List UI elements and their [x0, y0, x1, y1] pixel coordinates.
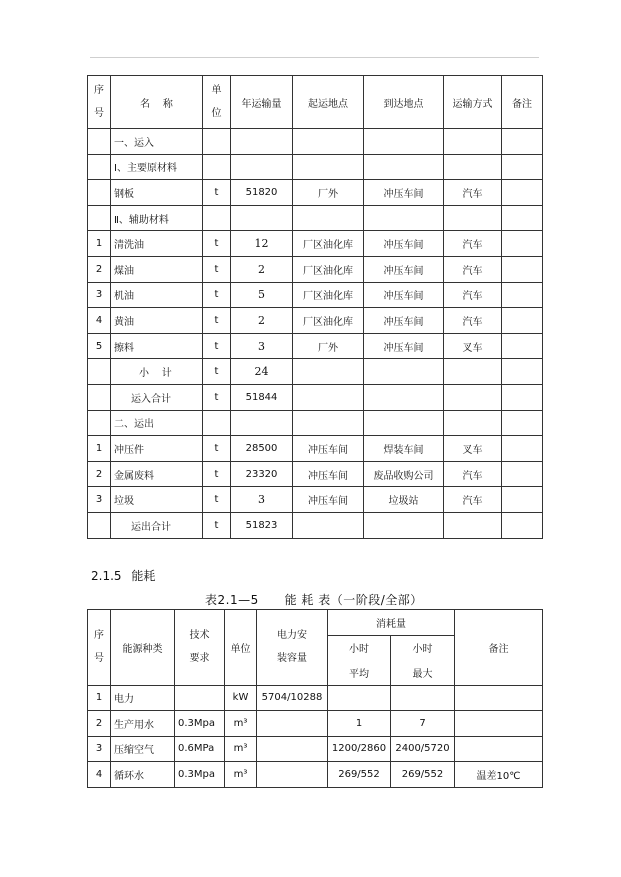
table-row: [88, 282, 543, 308]
cell-unit: [203, 410, 231, 436]
cell-name: 清洗油: [111, 231, 203, 257]
cell-remark: [502, 461, 543, 487]
cell-mode: 汽车: [444, 487, 502, 513]
cell-origin: 厂区油化库: [293, 231, 364, 257]
cell-remark: [502, 512, 543, 538]
header-rule: [90, 57, 539, 58]
cell-no: 1: [88, 685, 111, 711]
cell-mode: [444, 512, 502, 538]
cell-dest: [364, 205, 444, 231]
cell-dest: 冲压车间: [364, 180, 444, 206]
col-header-no: 序 号: [88, 76, 111, 129]
table-row: [88, 384, 543, 410]
energy-table-title: 表2.1—5 能 耗 表（一阶段/全部）: [205, 593, 423, 607]
cell-no: [88, 410, 111, 436]
cell-no: 2: [88, 711, 111, 737]
table-row: [88, 205, 543, 231]
cell-annual: 51823: [231, 512, 293, 538]
cell-remark: [455, 711, 543, 737]
cell-no: [88, 359, 111, 385]
cell-no: 4: [88, 762, 111, 788]
table-row: [88, 359, 543, 385]
cell-hour-avg: [328, 685, 391, 711]
cell-mode: [444, 359, 502, 385]
cell-remark: [502, 231, 543, 257]
cell-name: 冲压件: [111, 436, 203, 462]
cell-remark: [502, 410, 543, 436]
cell-name: Ⅱ、辅助材料: [111, 205, 203, 231]
cell-dest: 冲压车间: [364, 256, 444, 282]
cell-origin: [293, 359, 364, 385]
cell-dest: [364, 384, 444, 410]
table-row: [88, 461, 543, 487]
table-row: [88, 231, 543, 257]
col-header-type: 能源种类: [111, 610, 175, 686]
transport-table: [87, 75, 543, 539]
cell-capacity: [257, 762, 328, 788]
cell-hour-avg: 269/552: [328, 762, 391, 788]
cell-no: [88, 384, 111, 410]
cell-spec: [175, 685, 225, 711]
cell-unit: t: [203, 256, 231, 282]
cell-origin: 冲压车间: [293, 461, 364, 487]
cell-no: 3: [88, 736, 111, 762]
col-header-hour-max-bottom: 最大: [391, 660, 455, 685]
cell-annual: 24: [231, 359, 293, 385]
cell-mode: 叉车: [444, 333, 502, 359]
cell-spec: 0.3Mpa: [175, 762, 225, 788]
cell-mode: [444, 129, 502, 155]
cell-dest: [364, 512, 444, 538]
cell-origin: [293, 129, 364, 155]
cell-remark: [502, 308, 543, 334]
cell-mode: 汽车: [444, 231, 502, 257]
col-header-remark: 备注: [502, 76, 543, 129]
cell-origin: 厂外: [293, 180, 364, 206]
energy-table: [87, 609, 543, 788]
col-header-hour-max-top: 小时: [391, 635, 455, 660]
table-row: [88, 180, 543, 206]
cell-remark: 温差10℃: [455, 762, 543, 788]
cell-name: 煤油: [111, 256, 203, 282]
cell-capacity: [257, 711, 328, 737]
cell-remark: [455, 736, 543, 762]
cell-capacity: 5704/10288: [257, 685, 328, 711]
cell-no: 2: [88, 256, 111, 282]
cell-hour-avg: 1200/2860: [328, 736, 391, 762]
cell-spec: 0.6MPa: [175, 736, 225, 762]
cell-unit: t: [203, 333, 231, 359]
table-row: [88, 711, 543, 737]
cell-unit: [203, 154, 231, 180]
cell-no: 4: [88, 308, 111, 334]
cell-dest: 废品收购公司: [364, 461, 444, 487]
cell-name: 擦料: [111, 333, 203, 359]
cell-spec: 0.3Mpa: [175, 711, 225, 737]
cell-annual: [231, 205, 293, 231]
cell-annual: 51820: [231, 180, 293, 206]
cell-annual: 3: [231, 333, 293, 359]
table-row: [88, 154, 543, 180]
cell-unit: t: [203, 384, 231, 410]
cell-remark: [502, 333, 543, 359]
cell-remark: [455, 685, 543, 711]
cell-annual: 2: [231, 308, 293, 334]
cell-unit: kW: [225, 685, 257, 711]
cell-annual: 51844: [231, 384, 293, 410]
cell-type: 压缩空气: [111, 736, 175, 762]
cell-annual: 3: [231, 487, 293, 513]
table-row: [88, 736, 543, 762]
cell-unit: t: [203, 487, 231, 513]
cell-unit: m³: [225, 711, 257, 737]
cell-no: [88, 512, 111, 538]
cell-no: [88, 205, 111, 231]
cell-name: Ⅰ、主要原材料: [111, 154, 203, 180]
cell-remark: [502, 384, 543, 410]
cell-dest: 冲压车间: [364, 333, 444, 359]
col-header-annual: 年运输量: [231, 76, 293, 129]
cell-remark: [502, 129, 543, 155]
table-row: [88, 762, 543, 788]
cell-hour-max: 2400/5720: [391, 736, 455, 762]
table-row: [88, 410, 543, 436]
cell-unit: t: [203, 359, 231, 385]
cell-origin: [293, 512, 364, 538]
cell-unit: [203, 129, 231, 155]
cell-remark: [502, 205, 543, 231]
cell-type: 循环水: [111, 762, 175, 788]
col-header-unit: 单 位: [203, 76, 231, 129]
col-header-name: 名 称: [111, 76, 203, 129]
col-header-hour-avg-top: 小时: [328, 635, 391, 660]
cell-type: 电力: [111, 685, 175, 711]
cell-no: [88, 180, 111, 206]
cell-mode: [444, 205, 502, 231]
cell-unit: t: [203, 180, 231, 206]
cell-origin: [293, 410, 364, 436]
cell-annual: 28500: [231, 436, 293, 462]
cell-unit: t: [203, 512, 231, 538]
cell-mode: 叉车: [444, 436, 502, 462]
cell-mode: [444, 384, 502, 410]
col-header-capacity: 电力安 装容量: [257, 610, 328, 686]
cell-origin: 冲压车间: [293, 487, 364, 513]
table-row: [88, 256, 543, 282]
table-row: [88, 685, 543, 711]
table-row: [88, 512, 543, 538]
section-number: 2.1.5: [91, 569, 122, 583]
cell-hour-max: [391, 685, 455, 711]
cell-mode: [444, 154, 502, 180]
cell-no: 5: [88, 333, 111, 359]
cell-hour-avg: 1: [328, 711, 391, 737]
cell-annual: 23320: [231, 461, 293, 487]
cell-origin: [293, 384, 364, 410]
cell-mode: 汽车: [444, 308, 502, 334]
table-row: [88, 436, 543, 462]
cell-unit: m³: [225, 736, 257, 762]
cell-name: 金属废料: [111, 461, 203, 487]
col-header-unit: 单位: [225, 610, 257, 686]
section-title: 能耗: [131, 569, 156, 583]
cell-annual: 5: [231, 282, 293, 308]
cell-annual: 2: [231, 256, 293, 282]
cell-name: 运出合计: [111, 512, 203, 538]
cell-mode: 汽车: [444, 461, 502, 487]
cell-unit: t: [203, 308, 231, 334]
cell-dest: [364, 129, 444, 155]
cell-name: 一、运入: [111, 129, 203, 155]
cell-remark: [502, 154, 543, 180]
cell-name: 运入合计: [111, 384, 203, 410]
cell-unit: t: [203, 231, 231, 257]
cell-hour-max: 269/552: [391, 762, 455, 788]
cell-remark: [502, 282, 543, 308]
cell-mode: 汽车: [444, 256, 502, 282]
cell-origin: 厂区油化库: [293, 256, 364, 282]
cell-no: [88, 129, 111, 155]
cell-remark: [502, 180, 543, 206]
cell-mode: 汽车: [444, 180, 502, 206]
col-header-dest: 到达地点: [364, 76, 444, 129]
cell-unit: [203, 205, 231, 231]
cell-no: 3: [88, 487, 111, 513]
col-header-hour-avg-bottom: 平均: [328, 660, 391, 685]
cell-name: 钢板: [111, 180, 203, 206]
cell-annual: 12: [231, 231, 293, 257]
cell-dest: 冲压车间: [364, 282, 444, 308]
col-header-mode: 运输方式: [444, 76, 502, 129]
cell-no: [88, 154, 111, 180]
cell-origin: [293, 154, 364, 180]
cell-name: 二、运出: [111, 410, 203, 436]
table-row: [88, 333, 543, 359]
cell-origin: 厂外: [293, 333, 364, 359]
cell-annual: [231, 154, 293, 180]
cell-no: 3: [88, 282, 111, 308]
cell-name: 黄油: [111, 308, 203, 334]
cell-dest: 焊装车间: [364, 436, 444, 462]
cell-origin: [293, 205, 364, 231]
cell-unit: t: [203, 436, 231, 462]
col-header-origin: 起运地点: [293, 76, 364, 129]
cell-capacity: [257, 736, 328, 762]
cell-origin: 厂区油化库: [293, 308, 364, 334]
section-heading: [91, 567, 155, 584]
cell-name: 小 计: [111, 359, 203, 385]
table-row: [88, 487, 543, 513]
table-row: [88, 129, 543, 155]
cell-dest: 冲压车间: [364, 308, 444, 334]
col-header-remark: 备注: [455, 610, 543, 686]
cell-dest: [364, 410, 444, 436]
table-row: [88, 308, 543, 334]
cell-unit: t: [203, 461, 231, 487]
cell-unit: m³: [225, 762, 257, 788]
cell-name: 垃圾: [111, 487, 203, 513]
cell-remark: [502, 436, 543, 462]
cell-origin: 冲压车间: [293, 436, 364, 462]
cell-remark: [502, 256, 543, 282]
col-header-spec: 技术 要求: [175, 610, 225, 686]
cell-no: 1: [88, 231, 111, 257]
cell-mode: 汽车: [444, 282, 502, 308]
cell-remark: [502, 359, 543, 385]
cell-mode: [444, 410, 502, 436]
cell-unit: t: [203, 282, 231, 308]
cell-hour-max: 7: [391, 711, 455, 737]
cell-no: 1: [88, 436, 111, 462]
cell-origin: 厂区油化库: [293, 282, 364, 308]
cell-annual: [231, 410, 293, 436]
cell-dest: [364, 359, 444, 385]
cell-remark: [502, 487, 543, 513]
table-header-row: [88, 76, 543, 129]
cell-name: 机油: [111, 282, 203, 308]
cell-type: 生产用水: [111, 711, 175, 737]
cell-annual: [231, 129, 293, 155]
cell-no: 2: [88, 461, 111, 487]
col-header-consumption: 消耗量: [328, 610, 455, 636]
cell-dest: [364, 154, 444, 180]
cell-dest: 垃圾站: [364, 487, 444, 513]
cell-dest: 冲压车间: [364, 231, 444, 257]
col-header-no: 序 号: [88, 610, 111, 686]
